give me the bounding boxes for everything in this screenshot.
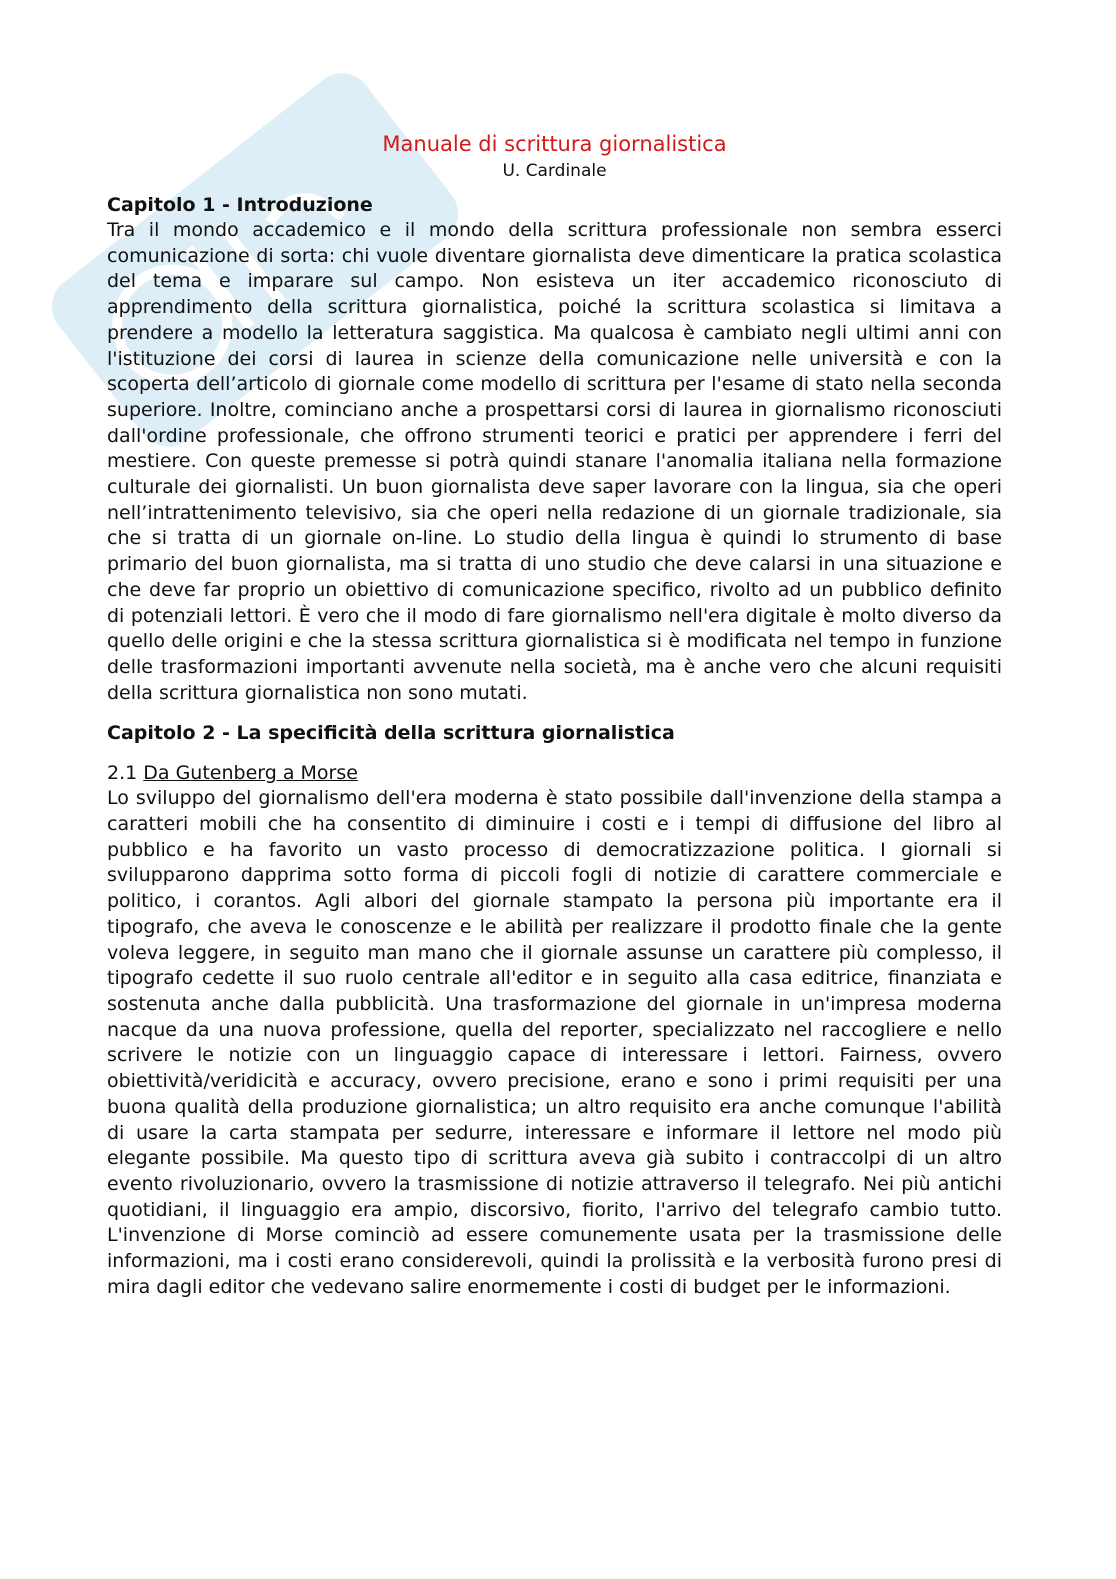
chapter-2-heading: Capitolo 2 - La specificità della scrittura giornalistica bbox=[107, 722, 675, 745]
section-title: Da Gutenberg a Morse bbox=[143, 762, 358, 785]
document-title: Manuale di scrittura giornalistica bbox=[382, 132, 727, 156]
chapter-1-heading: Capitolo 1 - Introduzione bbox=[107, 194, 373, 216]
section-number: 2.1 bbox=[107, 762, 138, 785]
section-2-1-body: Lo sviluppo del giornalismo dell'era moderna è stato possibile dall'invenzione della stampa a caratteri mobili che ha consentito di diminuire i costi e i tempi di diffusione del libro al pubblico e ha favorito un vasto processo di democratizzazione politica. I giornali si svilupparono dapprima sotto forma di piccoli fogli di notizie di carattere commerciale e politico, i corantos. Agli albori del giornale stampato la persona più importante era il tipografo, che aveva le conoscenze e le abilità per realizzare il prodotto finale che la gente voleva leggere, in seguito man mano che il giornale assunse un carattere più complesso, il tipografo cedette il suo ruolo centrale all'editor e in seguito alla casa editrice, finanziata e sostenuta anche dalla pubblicità. Una trasformazione del giornale in un'impresa moderna nacque da una nuova professione, quella del reporter, specializzato nel raccogliere e nello scrivere le notizie con un linguaggio capace di interessare i lettori. Fairness, ovvero obiettività/veridicità e accuracy, ovvero precisione, erano e sono i primi requisiti per una buona qualità della produzione giornalistica; un altro requisito era anche comunque l'abilità di usare la carta stampata per sedurre, interessare e informare il lettore nel modo più elegante possibile. Ma questo tipo di scrittura aveva già subito i contraccolpi di un altro evento rivoluzionario, ovvero la trasmissione di notizie attraverso il telegrafo. Nei più antichi quotidiani, il linguaggio era ampio, discorsivo, fiorito, l'arrivo del telegrafo cambio tutto. L'invenzione di Morse cominciò ad essere comunemente usata per la trasmissione delle informazioni, ma i costi erano considerevoli, quindi la prolissità e la verbosità furono presi di mira dagli editor che vedevano salire enormemente i costi di budget per le informazioni. bbox=[107, 787, 1002, 1298]
document-author: U. Cardinale bbox=[502, 161, 607, 181]
chapter-1-body: Tra il mondo accademico e il mondo della scrittura professionale non sembra esserci comunicazione di sorta: chi vuole diventare giornalista deve dimenticare la pratica scolastica del tema e imparare sul campo. Non esisteva un iter accademico riconosciuto di apprendimento della scrittura giornalistica, poiché la scrittura scolastica si limitava a prendere a modello la letteratura saggistica. Ma qualcosa è cambiato negli ultimi anni con l'istituzione dei corsi di laurea in scienze della comunicazione nelle università e con la scoperta dell’articolo di giornale come modello di scrittura per l'esame di stato nella seconda superiore. Inoltre, cominciano anche a prospettarsi corsi di laurea in giornalismo riconosciuti dall'ordine professionale, che offrono strumenti teorici e pratici per apprendere i ferri del mestiere. Con queste premesse si potrà quindi stanare l'anomalia italiana nella formazione culturale dei giornalisti. Un buon giornalista deve saper lavorare con la lingua, sia che operi nell’intrattenimento televisivo, sia che operi nella redazione di un giornale tradizionale, sia che si tratta di un giornale on-line. Lo studio della lingua è quindi lo strumento di base primario del buon giornalista, ma si tratta di uno studio che deve calarsi in una situazione e che deve far proprio un obiettivo di comunicazione specifico, rivolto ad un pubblico definito di potenziali lettori. È vero che il modo di fare giornalismo nell'era digitale è molto diverso da quello delle origini e che la stessa scrittura giornalistica si è modificata nel tempo in funzione delle trasformazioni importanti avvenute nella società, ma è anche vero che alcuni requisiti della scrittura giornalistica non sono mutati. bbox=[107, 219, 1002, 704]
document-page bbox=[107, 128, 1002, 1300]
section-2-1-heading bbox=[107, 760, 1002, 786]
